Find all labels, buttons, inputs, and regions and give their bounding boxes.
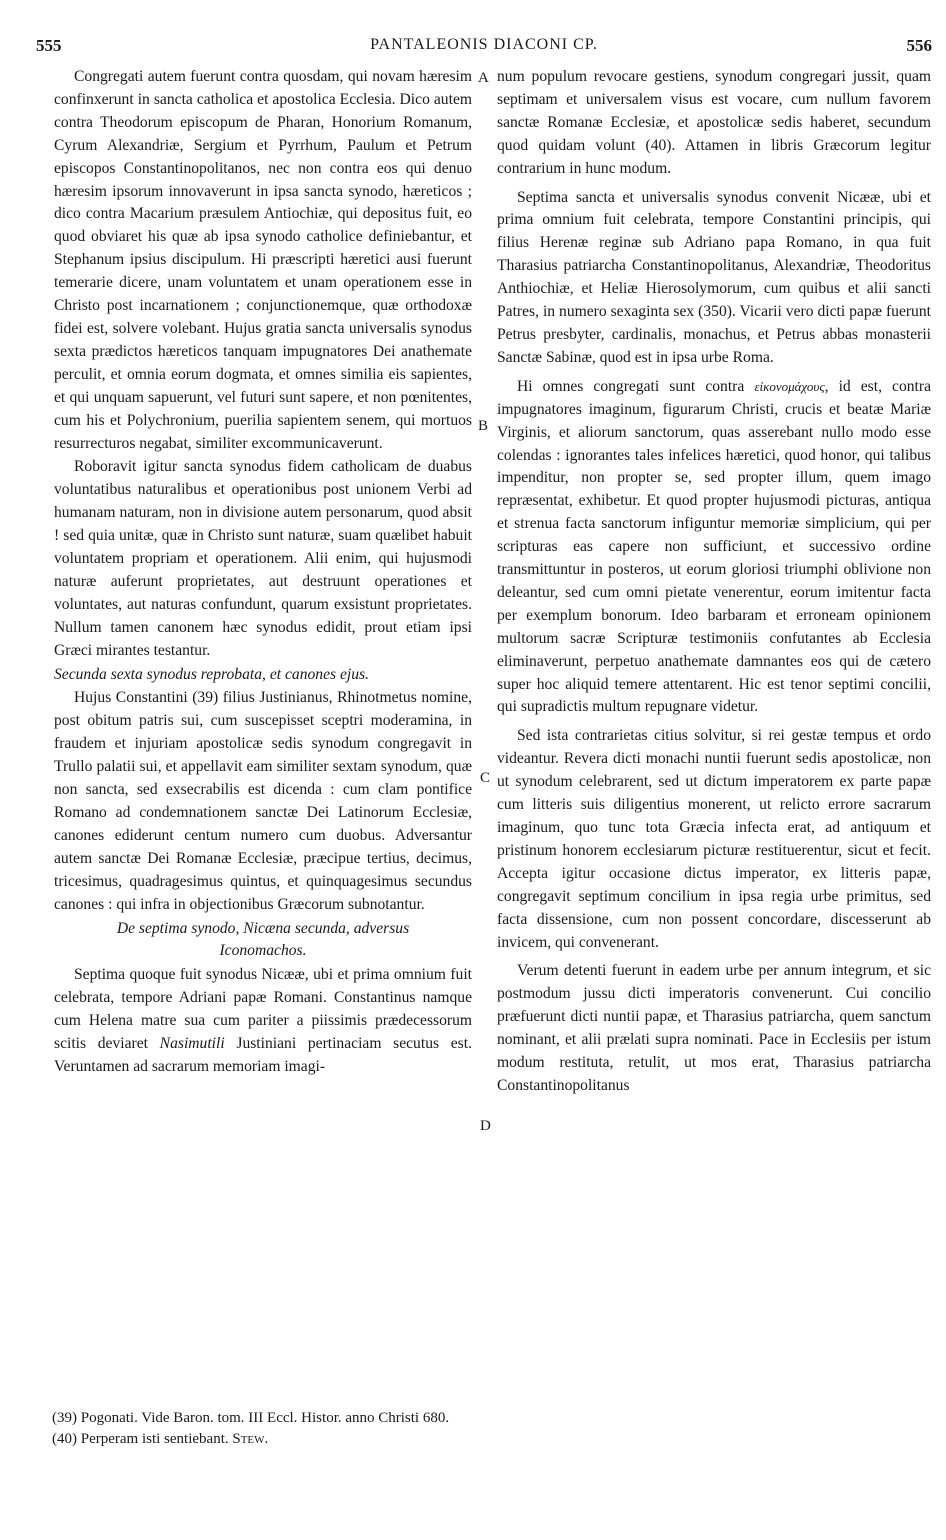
margin-marker-b: B [478, 418, 489, 434]
page-header [36, 36, 932, 58]
paragraph: Septima sancta et universalis synodus convenit Nicææ, ubi et prima omnium fuit celebrata, tempore Constantini principis, qui filius Herenæ reginæ sub Adriano papa Romano, in qua fuit Tharasius patriarcha Constantinopolitanus, Alexandriæ, Theodoritus Anthiochiæ, et Heliæ Hierosolymorum, cum quibus et alii sancti Patres, in numero sexaginta sex (350). Vicarii vero dicti papæ fuerunt Petrus presbyter, cardinalis, monachus, et Petrus abbas monasterii Sanctæ Sabinæ, quod est in ipsa urbe Roma. [497, 188, 931, 366]
paragraph [497, 376, 931, 720]
section-heading [54, 918, 472, 964]
paragraph: Hujus Constantini (39) filius Justinianus, Rhinotmetus nomine, post obitum patris sui, cum suscepisset sceptri moderamina, in fraudem et injuriam apostolicæ sedis synodum congregavit in Trullo palatii sui, et appellavit eam similiter sextam synodum, quæ non sancta, sed exsecrabilis est dicenda : cum clam pontifice Romano ad condemnationem sanctæ Dei Latinorum Ecclesiæ, canones ediderunt centum numero cum duobus. Adversantur autem sanctæ Dei Romanæ Ecclesiæ, præcipue tertius, decimus, tricesimus, quadragesimus quintus, et quinquagesimus secundus canones : qui infra in objectionibus Græcorum subnotantur. [54, 689, 472, 913]
paragraph: Congregati autem fuerunt contra quosdam, qui novam hæresim confinxerunt in sancta catholica et apostolica Ecclesia. Dico autem contra Theodorum episcopum de Pharan, Honorium Romanum, Cyrum Alexandriæ, Sergium et Pyrrhum, Paulum et Petrum episcopos Constantinopolitanos, nec non contra eos qui denuo hæresim ipsorum innovaverunt in ipsa sancta synodo, hæreticos ; dico contra Macarium præsulem Antiochiæ, qui depositus fuit, eo quod obviaret his quæ ab ipsa synodo catholice definiebantur, et Stephanum ipsius discipulum. Hi præscripti hæretici ausi fuerunt temerarie dicere, unam voluntatem et unam operationem esse in Christo post incarnationem ; conjunctionemque, quæ orthodoxæ fidei est, solvere volebant. Hujus gratia sancta universalis synodus sexta prædictos hæreticos tanquam impugnatores Dei anathemate perculit, et omnia eorum dogmata, et omnes similia eis sapientes, et qui unquam sapuerunt, vel futuri sunt sapere, et non pœnitentes, cum his et Polychronium, puerilia sapientem senem, qui mortuos resurrecturos negabat, similiter excommunicaverunt. [54, 68, 472, 452]
running-title: PANTALEONIS DIACONI CP. [370, 36, 598, 53]
greek-word: εἰκονομάχους [754, 378, 825, 394]
paragraph: Sed ista contrarietas citius solvitur, si rei gestæ tempus et ordo videantur. Revera dicti monachi nuntii fuerunt sedis apostolicæ, non ut synodum celebrarent, sed ut dictum imperatorem ex parte papæ cum litteris suis diligentius monerent, ut relicto errore sacrarum imaginum, quo tunc tota Græcia infecta erat, ad antiquum et pristinum honorem ecclesiarum picturæ restituerentur, sicut et fecit. Accepta igitur occasione dictus imperator, ex litteris papæ, congregavit septimum concilium in ipsa regia urbe primitus, sed facta dissensione, cum non possent concordare, discesserunt ab invicem, qui convenerant. [497, 727, 931, 951]
section-heading: Secunda sexta synodus reprobata, et canones ejus. [54, 665, 369, 683]
page-number-right: 556 [906, 36, 932, 55]
paragraph-text: Septima quoque fuit synodus Nicææ, ubi et prima omnium fuit celebrata, tempore Adriani papæ Romani. Constantinus namque cum Helena matre sua cum pariter a piissimis prædecessorum scitis deviaret [54, 966, 472, 1053]
paragraph: Verum detenti fuerunt in eadem urbe per annum integrum, et sic postmodum jussu dicti imperatoris convenerunt. Cui concilio præfuerunt dicti nuntii papæ, et Tharasius patriarcha, quem sanctum nominant, et alii prælati supra nominati. Pace in Ecclesiis per istum modum restituta, retulit, ut mos erat, Tharasius patriarcha Constantinopolitanus [497, 962, 931, 1094]
page-number-left: 555 [36, 36, 62, 55]
section-heading-line: Iconomachos. [219, 942, 307, 960]
paragraph-text: Hi omnes congregati sunt contra [517, 377, 755, 395]
margin-marker-d: D [480, 1118, 491, 1134]
footnote-39: (39) Pogonati. Vide Baron. tom. III Eccl. Histor. anno Christi 680. [52, 1410, 450, 1426]
footnote-text: (40) Perperam isti sentiebant. [52, 1431, 233, 1447]
footnotes [52, 1408, 912, 1450]
left-column [54, 66, 472, 1079]
footnote-40 [52, 1429, 912, 1450]
paragraph-text: Justiniani pertinaciam secutus est. Veruntamen ad sacrarum memoriam imagi- [54, 1035, 472, 1075]
paragraph [54, 964, 472, 1079]
margin-marker-a: A [478, 70, 489, 86]
margin-marker-c: C [480, 770, 491, 786]
italic-name: Nasimutili [159, 1035, 225, 1053]
right-column [497, 66, 931, 1098]
footnote-author: Stew. [232, 1431, 269, 1447]
paragraph-text: , id est, contra impugnatores imaginum, figurarum Christi, crucis et beatæ Mariæ Virginis, et aliorum sanctorum, quas asserebant nullo modo esse colendas : ignorantes tales infelices hæretici, quod honor, qui talibus impenditur, non propter se, sed propter illum, quem imago repræsentat, exhibetur. Et quod propter hujusmodi picturas, antiqua et strenua facta sanctorum infiguntur memoriæ simplicium, qui per scripturas eas capere non sufficiunt, et successivo ordine transmittuntur in posteros, ut eorum gloriosi triumphi oblivione non deleantur, sed cum omni pietate venerentur, eorum imitentur facta per exemplum bonorum. Ideo barbaram et erroneam opinionem multorum sacræ Scripturæ testimoniis confutantes ab Ecclesia eliminaverunt, perpetuo anathemate damnantes eos qui de cætero super hoc aliquid temere attentarent. Hic est tenor septimi concilii, qui supradictis multum repugnare videtur. [497, 377, 931, 716]
paragraph: num populum revocare gestiens, synodum congregari jussit, quam septimam et universalem visus est vocare, cum nullum favorem sanctæ Romanæ Ecclesiæ, et apostolicæ sedis haberet, secundum quod quidam volunt (40). Attamen in libris Græcorum legitur contrarium in hunc modum. [497, 68, 931, 177]
paragraph: Roboravit igitur sancta synodus fidem catholicam de duabus voluntatibus naturalibus et operationibus post unionem Verbi ad humanam naturam, non in divisione autem personarum, quod absit ! sed quia unitæ, quæ in Christo sunt naturæ, suam quælibet habuit voluntatem propriam et operationem. Alii enim, qui hujusmodi naturæ auferunt proprietates, aut destruunt operationes et voluntates, aut naturas confundunt, quarum exsistunt proprietates. Nullum tamen canonem hæc synodus edidit, prout etiam ipsi Græci mirantes testantur. [54, 458, 472, 659]
section-heading-line: De septima synodo, Nicæna secunda, adversus [116, 919, 410, 937]
